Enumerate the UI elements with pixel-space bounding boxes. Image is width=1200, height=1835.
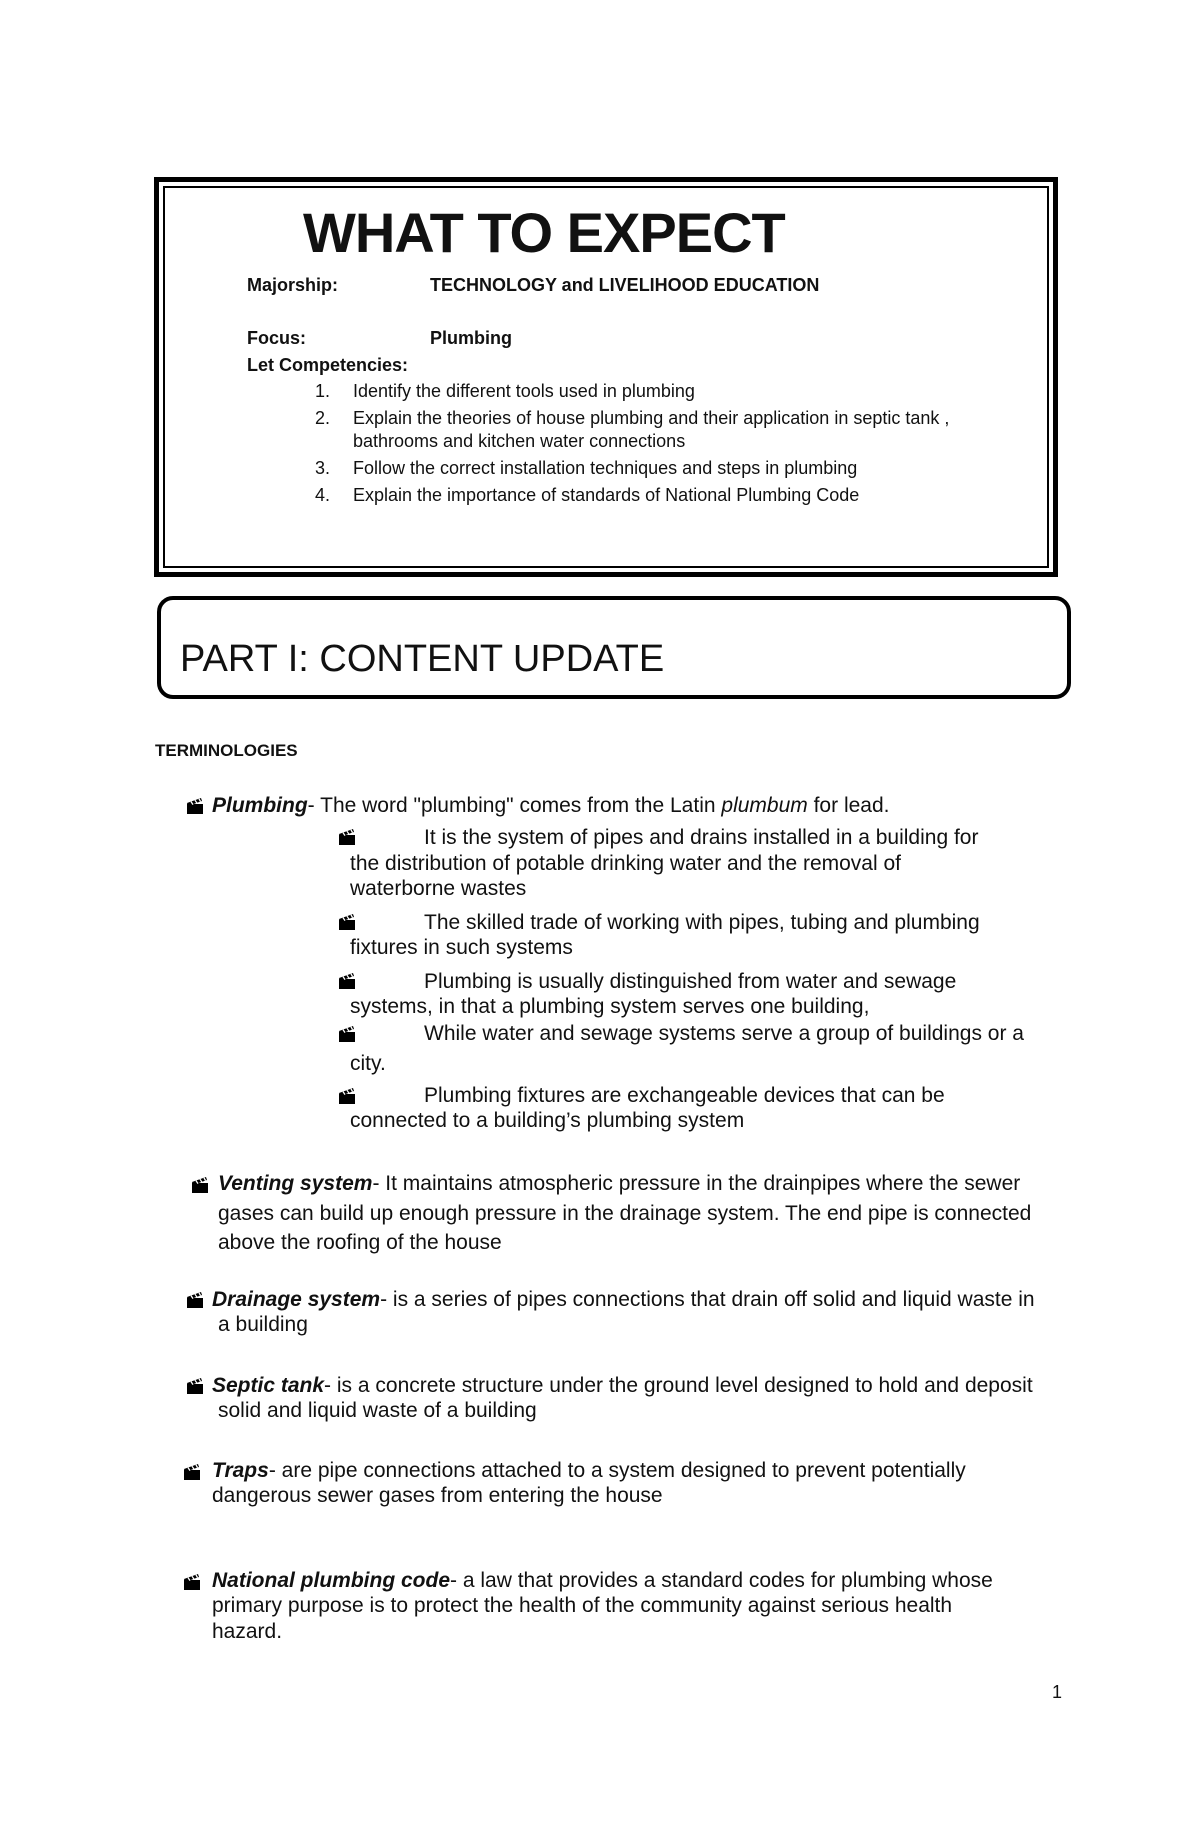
competency-number: 2.	[314, 408, 330, 428]
clapperboard-icon	[182, 1462, 202, 1482]
definition-text: - are pipe connections attached to a system designed to prevent potentially	[268, 1459, 966, 1482]
competency-text: Explain the theories of house plumbing and their application in septic tank ,	[353, 408, 950, 428]
competency-list	[305, 380, 1025, 511]
clapperboard-icon	[337, 912, 357, 932]
term-drainage-system: Drainage system	[212, 1288, 381, 1311]
national-plumbing-code-definition	[212, 1568, 1060, 1593]
competencies-label: Let Competencies:	[247, 355, 409, 375]
definition-line: above the roofing of the house	[218, 1231, 502, 1254]
focus-value: Plumbing	[430, 328, 512, 348]
plumbing-sub-line: fixtures in such systems	[350, 936, 573, 959]
term-septic-tank: Septic tank	[212, 1374, 325, 1397]
competency-item	[305, 380, 1025, 407]
clapperboard-icon	[337, 1086, 357, 1106]
focus-label: Focus:	[247, 328, 307, 348]
competency-text: Identify the different tools used in plumbing	[353, 381, 695, 401]
definition-text: - a law that provides a standard codes for plumbing whose	[450, 1569, 993, 1592]
plumbing-sub-line: waterborne wastes	[350, 877, 527, 900]
competency-number: 4.	[314, 485, 330, 505]
definition-text: - is a concrete structure under the ground level designed to hold and deposit	[324, 1374, 1033, 1397]
plumbing-sub-line: While water and sewage systems serve a group of buildings or a	[424, 1022, 1024, 1045]
competency-number: 3.	[314, 458, 330, 478]
term-traps: Traps	[212, 1459, 269, 1482]
plumbing-sub-line: systems, in that a plumbing system serves one building,	[350, 995, 870, 1018]
page-number: 1	[1052, 1682, 1063, 1702]
definition-line: hazard.	[212, 1620, 283, 1643]
majorship-value: TECHNOLOGY and LIVELIHOOD EDUCATION	[430, 275, 820, 295]
part-one-title: PART I: CONTENT UPDATE	[180, 638, 665, 680]
clapperboard-icon	[190, 1175, 210, 1195]
definition-line: primary purpose is to protect the health of the community against serious health	[212, 1594, 953, 1617]
term-national-plumbing-code: National plumbing code	[212, 1569, 451, 1592]
definition-line: a building	[218, 1313, 308, 1336]
definition-line: gases can build up enough pressure in the drainage system. The end pipe is connected	[218, 1202, 1032, 1225]
definition-line: dangerous sewer gases from entering the house	[212, 1484, 663, 1507]
competency-item	[305, 407, 1025, 457]
drainage-system-definition	[212, 1287, 1035, 1312]
plumbing-sub-line: connected to a building’s plumbing system	[350, 1109, 745, 1132]
latin-word: plumbum	[721, 794, 808, 817]
competency-item	[305, 484, 1025, 511]
definition-text: - The word "plumbing" comes from the Latin	[307, 794, 722, 817]
plumbing-definition	[212, 793, 889, 818]
clapperboard-icon	[337, 827, 357, 847]
clapperboard-icon	[182, 1572, 202, 1592]
competency-text: Explain the importance of standards of National Plumbing Code	[353, 485, 860, 505]
plumbing-sub-line: Plumbing is usually distinguished from water and sewage	[424, 970, 957, 993]
plumbing-sub-line: the distribution of potable drinking water and the removal of	[350, 852, 901, 875]
clapperboard-icon	[185, 1290, 205, 1310]
competency-text: Follow the correct installation techniques and steps in plumbing	[353, 458, 858, 478]
septic-tank-definition	[212, 1373, 1033, 1398]
venting-system-definition	[218, 1171, 1020, 1196]
traps-definition	[212, 1458, 966, 1483]
clapperboard-icon	[337, 1024, 357, 1044]
clapperboard-icon	[185, 1376, 205, 1396]
competency-text-cont: bathrooms and kitchen water connections	[353, 431, 686, 451]
plumbing-sub-line: It is the system of pipes and drains installed in a building for	[424, 826, 979, 849]
term-plumbing: Plumbing	[212, 794, 308, 817]
competency-number: 1.	[314, 381, 330, 401]
definition-text: for lead.	[807, 794, 890, 817]
competency-item	[305, 457, 1025, 484]
definition-text: - It maintains atmospheric pressure in the drainpipes where the sewer	[372, 1172, 1021, 1195]
majorship-label: Majorship:	[247, 275, 339, 295]
plumbing-sub-line: Plumbing fixtures are exchangeable devices that can be	[424, 1084, 945, 1107]
term-venting-system: Venting system	[218, 1172, 373, 1195]
what-to-expect-title: WHAT TO EXPECT	[303, 201, 785, 264]
terminologies-heading: TERMINOLOGIES	[155, 741, 298, 760]
clapperboard-icon	[185, 796, 205, 816]
plumbing-sub-line: The skilled trade of working with pipes, tubing and plumbing	[424, 911, 980, 934]
clapperboard-icon	[337, 971, 357, 991]
definition-text: - is a series of pipes connections that drain off solid and liquid waste in	[380, 1288, 1035, 1311]
plumbing-sub-line: city.	[350, 1052, 386, 1075]
definition-line: solid and liquid waste of a building	[218, 1399, 537, 1422]
